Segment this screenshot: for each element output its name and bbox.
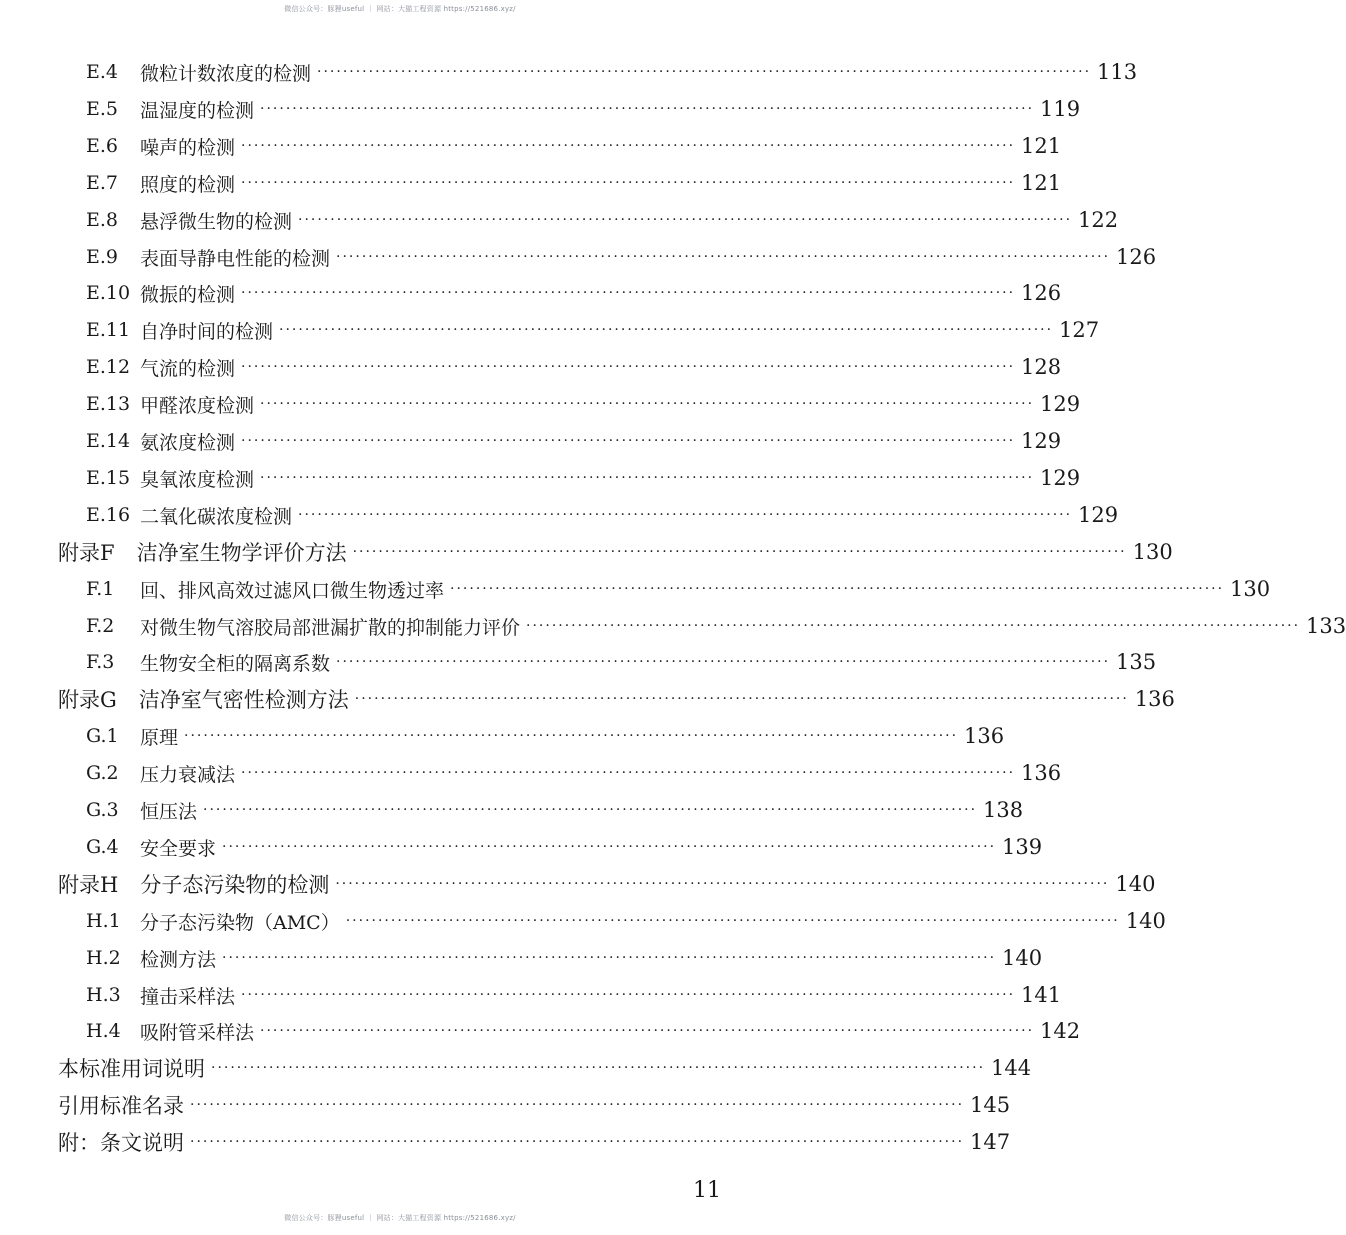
toc-entry bbox=[86, 977, 1062, 1013]
toc-entry-title: 压力衰减法 bbox=[140, 763, 236, 786]
toc-entry-number: E.15 bbox=[86, 467, 131, 489]
toc-entry-number: 附录G bbox=[58, 688, 117, 712]
toc-entry bbox=[86, 460, 1081, 496]
toc-entry-page: 140 bbox=[1115, 872, 1156, 896]
dot-leader: ························································································································ bbox=[298, 507, 1073, 523]
toc-entry-title: 本标准用词说明 bbox=[58, 1057, 205, 1081]
watermark-bottom: 微信公众号：豚狸useful ｜ 网站：大猫工程资源 https://521686.xyz/ bbox=[284, 1214, 516, 1222]
toc-entry bbox=[86, 165, 1062, 201]
toc-entry-number: E.4 bbox=[86, 61, 118, 83]
dot-leader: ························································································································ bbox=[222, 839, 997, 855]
dot-leader: ························································································································ bbox=[241, 765, 1016, 781]
toc-entry-title: 微粒计数浓度的检测 bbox=[140, 62, 312, 85]
toc-entry bbox=[86, 718, 1005, 754]
toc-entry-page: 144 bbox=[991, 1056, 1032, 1080]
toc-entry-title: 氨浓度检测 bbox=[140, 431, 236, 454]
toc-entry-number: H.2 bbox=[86, 947, 121, 969]
toc-entry-title: 洁净室生物学评价方法 bbox=[136, 541, 347, 565]
toc-entry-number: E.6 bbox=[86, 135, 118, 157]
toc-entry-title: 臭氧浓度检测 bbox=[140, 468, 255, 491]
toc-entry bbox=[86, 128, 1062, 164]
toc-entry bbox=[86, 829, 1043, 865]
toc-entry bbox=[86, 903, 1166, 939]
toc-entry-page: 142 bbox=[1040, 1019, 1081, 1043]
toc-entry bbox=[86, 349, 1062, 385]
watermark-top: 微信公众号：豚狸useful ｜ 网站：大猫工程资源 https://521686.xyz/ bbox=[284, 5, 516, 13]
toc-entry-title: 微振的检测 bbox=[140, 283, 236, 306]
toc-entry bbox=[86, 202, 1119, 238]
toc-entry bbox=[58, 534, 1173, 570]
toc-entry bbox=[86, 792, 1024, 828]
toc-entry-page: 140 bbox=[1002, 946, 1043, 970]
toc-entry-page: 129 bbox=[1040, 466, 1081, 490]
toc-entry-page: 136 bbox=[1021, 761, 1062, 785]
dot-leader: ························································································································ bbox=[352, 544, 1127, 560]
toc-entry-title: 引用标准名录 bbox=[58, 1094, 184, 1118]
toc-entry-number: E.13 bbox=[86, 393, 131, 415]
toc-entry-page: 121 bbox=[1021, 171, 1062, 195]
toc-entry-page: 130 bbox=[1230, 577, 1271, 601]
toc-entry-number: 附录F bbox=[58, 541, 115, 565]
dot-leader: ························································································································ bbox=[336, 249, 1111, 265]
toc-entry-title: 表面导静电性能的检测 bbox=[140, 247, 331, 270]
toc-entry-number: E.12 bbox=[86, 356, 131, 378]
dot-leader: ························································································································ bbox=[241, 175, 1016, 191]
toc-entry-number: G.3 bbox=[86, 799, 119, 821]
toc-entry-number: G.2 bbox=[86, 762, 119, 784]
toc-entry-number: 附录H bbox=[58, 873, 119, 897]
toc-entry-page: 119 bbox=[1040, 97, 1081, 121]
dot-leader: ························································································································ bbox=[260, 1023, 1035, 1039]
toc-entry bbox=[86, 423, 1062, 459]
toc-entry bbox=[86, 940, 1043, 976]
toc-entry-title: 自净时间的检测 bbox=[140, 320, 274, 343]
dot-leader: ························································································································ bbox=[260, 101, 1035, 117]
dot-leader: ························································································································ bbox=[241, 987, 1016, 1003]
toc-entry-title: 撞击采样法 bbox=[140, 985, 236, 1008]
toc-entry-page: 129 bbox=[1040, 392, 1081, 416]
toc-entry-page: 139 bbox=[1002, 835, 1043, 859]
toc-entry-title: 检测方法 bbox=[140, 948, 217, 971]
toc-entry-page: 133 bbox=[1306, 614, 1346, 638]
toc-entry bbox=[86, 497, 1119, 533]
toc-entry bbox=[58, 1050, 1032, 1086]
toc-entry-page: 129 bbox=[1021, 429, 1062, 453]
toc-entry-title: 温湿度的检测 bbox=[140, 99, 255, 122]
toc-entry-number: F.2 bbox=[86, 615, 115, 637]
toc-entry-number: E.11 bbox=[86, 319, 131, 341]
toc-entry-page: 135 bbox=[1116, 650, 1157, 674]
dot-leader: ························································································································ bbox=[260, 470, 1035, 486]
toc-entry-number: E.16 bbox=[86, 504, 131, 526]
toc-entry-title: 气流的检测 bbox=[140, 357, 236, 380]
toc-entry-number: E.9 bbox=[86, 246, 118, 268]
toc-entry-page: 147 bbox=[970, 1130, 1011, 1154]
dot-leader: ························································································································ bbox=[222, 950, 997, 966]
dot-leader: ························································································································ bbox=[336, 654, 1111, 670]
dot-leader: ························································································································ bbox=[241, 138, 1016, 154]
dot-leader: ························································································································ bbox=[190, 1097, 965, 1113]
toc-entry bbox=[58, 1087, 1011, 1123]
page-number: 11 bbox=[693, 1178, 721, 1203]
toc-entry bbox=[58, 1124, 1011, 1160]
toc-entry-page: 121 bbox=[1021, 134, 1062, 158]
toc-entry bbox=[86, 239, 1157, 275]
toc-entry-page: 127 bbox=[1059, 318, 1100, 342]
toc-entry-title: 洁净室气密性检测方法 bbox=[138, 688, 349, 712]
toc-entry-page: 140 bbox=[1125, 909, 1166, 933]
toc-entry-number: F.3 bbox=[86, 651, 115, 673]
dot-leader: ························································································································ bbox=[241, 359, 1016, 375]
toc-entry-page: 145 bbox=[970, 1093, 1011, 1117]
toc-entry-title: 照度的检测 bbox=[140, 173, 236, 196]
toc-entry-page: 136 bbox=[964, 724, 1005, 748]
toc-entry-page: 136 bbox=[1134, 687, 1175, 711]
dot-leader: ························································································································ bbox=[260, 396, 1035, 412]
toc-entry bbox=[86, 755, 1062, 791]
dot-leader: ························································································································ bbox=[203, 802, 978, 818]
toc-entry-page: 126 bbox=[1116, 245, 1157, 269]
toc-entry-page: 128 bbox=[1021, 355, 1062, 379]
toc-entry bbox=[86, 312, 1100, 348]
dot-leader: ························································································································ bbox=[184, 728, 959, 744]
toc-entry-title: 回、排风高效过滤风口微生物透过率 bbox=[140, 579, 445, 602]
toc-entry bbox=[58, 866, 1156, 902]
dot-leader: ························································································································ bbox=[526, 618, 1301, 634]
toc-entry-number: G.1 bbox=[86, 725, 119, 747]
toc-entry bbox=[58, 681, 1175, 717]
toc-entry-number: H.4 bbox=[86, 1020, 121, 1042]
dot-leader: ························································································································ bbox=[345, 913, 1120, 929]
toc-entry-title: 附：条文说明 bbox=[58, 1131, 184, 1155]
toc-entry bbox=[86, 54, 1138, 90]
toc-entry-page: 138 bbox=[983, 798, 1024, 822]
dot-leader: ························································································································ bbox=[241, 433, 1016, 449]
toc-entry-title: 分子态污染物（AMC） bbox=[140, 911, 340, 934]
toc-entry-title: 悬浮微生物的检测 bbox=[140, 210, 293, 233]
dot-leader: ························································································································ bbox=[190, 1134, 965, 1150]
toc-entry-number: E.5 bbox=[86, 98, 118, 120]
toc-entry-title: 对微生物气溶胶局部泄漏扩散的抑制能力评价 bbox=[140, 616, 521, 639]
dot-leader: ························································································································ bbox=[317, 64, 1092, 80]
toc-entry-title: 恒压法 bbox=[140, 800, 198, 823]
toc-entry-title: 吸附管采样法 bbox=[140, 1021, 255, 1044]
toc-entry bbox=[86, 608, 1346, 644]
toc-entry-title: 噪声的检测 bbox=[140, 136, 236, 159]
toc-entry bbox=[86, 91, 1081, 127]
toc-entry-page: 129 bbox=[1078, 503, 1119, 527]
toc-entry-title: 原理 bbox=[140, 726, 179, 749]
dot-leader: ························································································································ bbox=[354, 691, 1129, 707]
toc-entry-number: H.3 bbox=[86, 984, 121, 1006]
dot-leader: ························································································································ bbox=[211, 1060, 986, 1076]
toc-entry-page: 113 bbox=[1097, 60, 1138, 84]
toc-entry-page: 122 bbox=[1078, 208, 1119, 232]
toc-entry-title: 甲醛浓度检测 bbox=[140, 394, 255, 417]
toc-entry-number: H.1 bbox=[86, 910, 121, 932]
toc-entry bbox=[86, 275, 1062, 311]
toc-entry-page: 130 bbox=[1132, 540, 1173, 564]
toc-entry-title: 生物安全柜的隔离系数 bbox=[140, 652, 331, 675]
toc-entry-number: E.14 bbox=[86, 430, 131, 452]
toc-entry-number: E.10 bbox=[86, 282, 131, 304]
dot-leader: ························································································································ bbox=[450, 581, 1225, 597]
toc-entry-title: 二氧化碳浓度检测 bbox=[140, 505, 293, 528]
toc-entry bbox=[86, 644, 1157, 680]
toc-entry-page: 141 bbox=[1021, 983, 1062, 1007]
toc-entry bbox=[86, 1013, 1081, 1049]
dot-leader: ························································································································ bbox=[241, 285, 1016, 301]
toc-entry-title: 安全要求 bbox=[140, 837, 217, 860]
toc-entry bbox=[86, 386, 1081, 422]
toc-entry bbox=[86, 571, 1271, 607]
toc-entry-title: 分子态污染物的检测 bbox=[140, 873, 330, 897]
dot-leader: ························································································································ bbox=[279, 322, 1054, 338]
toc-entry-number: F.1 bbox=[86, 578, 115, 600]
toc-entry-number: E.8 bbox=[86, 209, 118, 231]
toc-entry-number: G.4 bbox=[86, 836, 119, 858]
dot-leader: ························································································································ bbox=[335, 876, 1110, 892]
toc-entry-page: 126 bbox=[1021, 281, 1062, 305]
dot-leader: ························································································································ bbox=[298, 212, 1073, 228]
toc-entry-number: E.7 bbox=[86, 172, 118, 194]
